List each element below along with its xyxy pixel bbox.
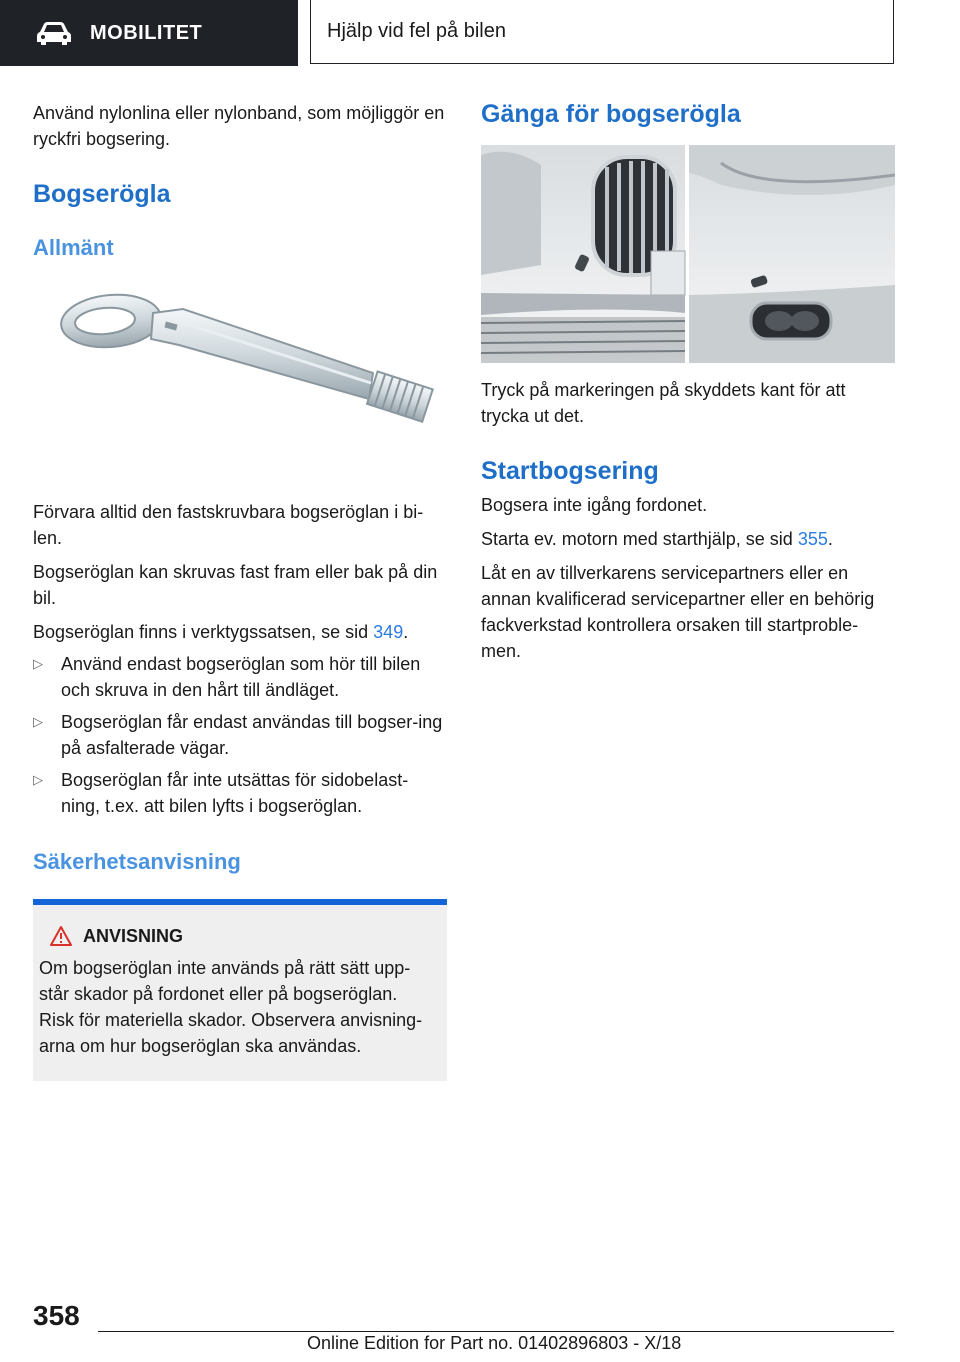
bumper-illustration (481, 145, 895, 363)
subheading-allmaent: Allmänt (33, 235, 114, 260)
notice-box (33, 899, 447, 1081)
heading-start-towing: Startbogsering (481, 457, 659, 485)
list-item-text: Bogseröglan får endast användas till bogser-ing på asfalterade vägar. (61, 712, 443, 758)
image-caption: Tryck på markeringen på skyddets kant för att trycka ut det. (481, 380, 846, 426)
notice-title-text: ANVISNING (83, 925, 184, 946)
triangle-bullet-icon: ▷ (33, 656, 43, 671)
section-tab (0, 0, 298, 66)
tow-eye-illustration (33, 261, 447, 493)
toolkit-text: Bogseröglan finns i verktygssatsen, se sid (33, 622, 374, 642)
list-item (33, 709, 447, 761)
paragraph-toolkit (33, 619, 447, 645)
list-item (33, 651, 447, 703)
chapter-title: Hjälp vid fel på bilen (327, 20, 506, 42)
list-item-text: Använd endast bogseröglan som hör till bilen och skruva in den hårt till ändläget. (61, 654, 421, 700)
bumper-image (481, 145, 895, 363)
instruction-list (33, 651, 447, 819)
paragraph-service: Låt en av tillverkarens servicepartners eller en annan kvalificerad servicepartner eller en behörig fackverkstad kontrollera orsaken till startproble-men. (481, 563, 875, 661)
paragraph-mounting: Bogseröglan kan skruvas fast fram eller bak på din bil. (33, 562, 438, 608)
page-header (0, 0, 960, 66)
car-icon (34, 19, 74, 47)
warning-icon (49, 925, 73, 947)
list-item-text: Bogseröglan får inte utsättas för sidobelast-ning, t.ex. att bilen lyfts i bogseröglan. (61, 770, 409, 816)
jump-start-end: . (827, 529, 833, 549)
jump-start-text: Starta ev. motorn med starthjälp, se sid (481, 529, 798, 549)
footer-divider (98, 1331, 894, 1332)
intro-paragraph: Använd nylonlina eller nylonband, som möjliggör en ryckfri bogsering. (33, 103, 445, 149)
heading-thread: Gänga för bogserögla (481, 100, 741, 128)
triangle-bullet-icon: ▷ (33, 714, 43, 729)
footer-edition: Online Edition for Part no. 01402896803 - X/18 (307, 1333, 682, 1353)
triangle-bullet-icon: ▷ (33, 772, 43, 787)
notice-text: Om bogseröglan inte används på rätt sätt upp-står skador på fordonet eller på bogseröglan. Risk för materiella skador. Observera anvisning-arna om hur bogseröglan ska användas. (39, 958, 423, 1056)
right-column (481, 100, 895, 664)
paragraph-no-tow-start: Bogsera inte igång fordonet. (481, 495, 708, 515)
heading-bogseroegla: Bogserögla (33, 180, 171, 208)
paragraph-jump-start (481, 526, 895, 552)
notice-title (49, 925, 435, 947)
left-column (33, 100, 447, 1081)
paragraph-storage: Förvara alltid den fastskruvbara bogseröglan i bi-len. (33, 502, 424, 548)
chapter-tab (310, 0, 894, 64)
list-item (33, 767, 447, 819)
toolkit-end: . (403, 622, 409, 642)
page-link-349[interactable]: 349 (373, 622, 404, 642)
tow-eye-image (33, 261, 447, 493)
page-number: 358 (33, 1300, 80, 1331)
subheading-safety: Säkerhetsanvisning (33, 849, 241, 874)
section-title: MOBILITET (90, 21, 203, 44)
page-link-355[interactable]: 355 (797, 529, 828, 549)
